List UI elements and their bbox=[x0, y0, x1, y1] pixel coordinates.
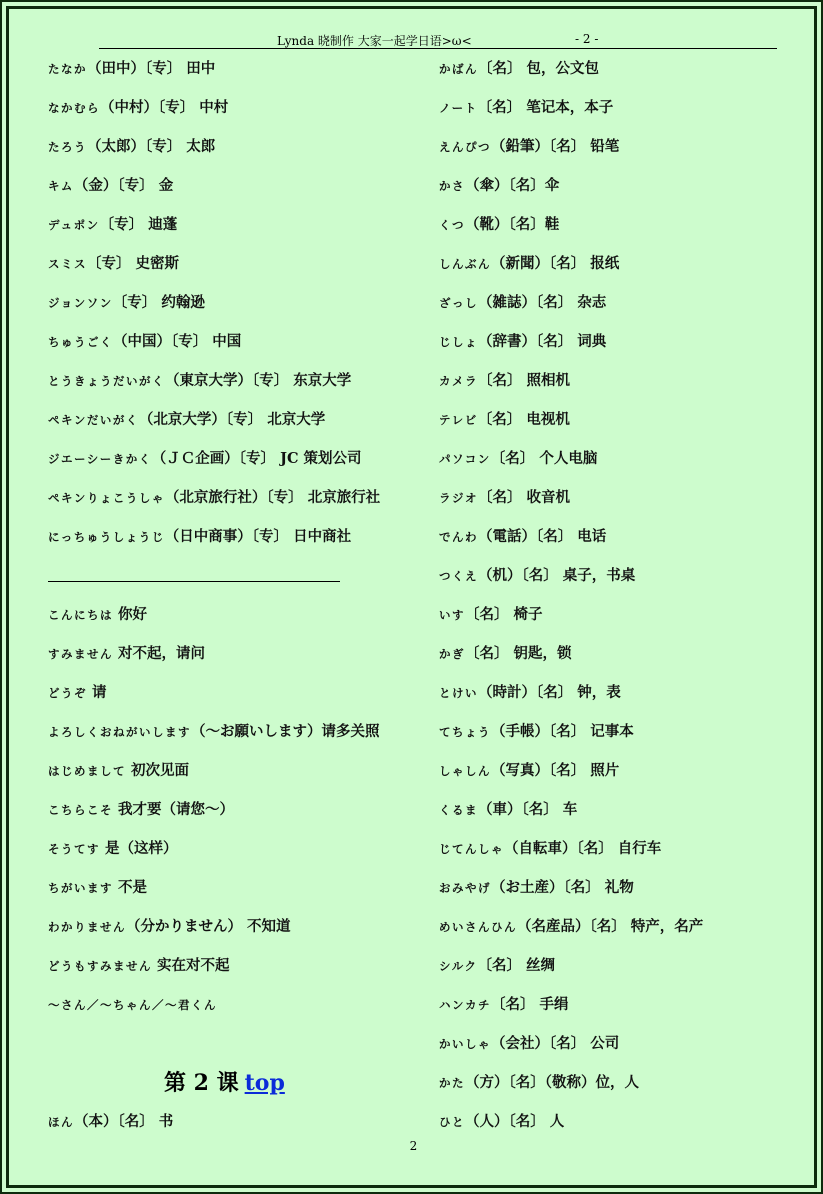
phrase-entry: よろしくおねがいします（～お願いします）请多关照 bbox=[48, 723, 380, 740]
vocab-entry: とけい（時計）〔名〕 钟，表 bbox=[439, 684, 621, 701]
phrase-entry: こちらこそ 我才要（请您～） bbox=[48, 801, 235, 818]
page-header bbox=[99, 32, 777, 49]
vocab-entry: いす〔名〕 椅子 bbox=[439, 606, 543, 623]
vocab-entry: カメラ〔名〕 照相机 bbox=[439, 372, 571, 389]
vocab-entry: かた（方）〔名〕（敬称）位，人 bbox=[439, 1074, 639, 1091]
phrase-entry: ちがいます 不是 bbox=[48, 879, 148, 896]
lesson-title: 第 2 课 bbox=[164, 1070, 239, 1096]
vocab-entry: ひと（人）〔名〕 人 bbox=[439, 1113, 565, 1130]
vocab-entry: シルク〔名〕 丝绸 bbox=[439, 957, 556, 974]
vocab-entry: じしょ（辞書）〔名〕 词典 bbox=[439, 333, 607, 350]
vocab-entry: スミス〔专〕 史密斯 bbox=[48, 255, 180, 272]
vocab-entry: くるま（車）〔名〕 车 bbox=[439, 801, 578, 818]
header-page-marker: - 2 - bbox=[575, 32, 599, 46]
header-title: Lynda 晓制作 大家一起学日语>ω< bbox=[277, 34, 472, 48]
phrase-entry: こんにちは 你好 bbox=[48, 606, 148, 623]
phrase-entry: はじめまして 初次见面 bbox=[48, 762, 190, 779]
vocab-entry: でんわ（電話）〔名〕 电话 bbox=[439, 528, 607, 545]
vocab-entry: かぎ〔名〕 钥匙，锁 bbox=[439, 645, 572, 662]
vocab-entry: キム（金）〔专〕 金 bbox=[48, 177, 174, 194]
vocab-entry: かばん〔名〕 包，公文包 bbox=[439, 60, 600, 77]
vocab-entry: ジョンソン〔专〕 约翰逊 bbox=[48, 294, 205, 311]
vocab-entry: テレビ〔名〕 电视机 bbox=[439, 411, 570, 428]
vocab-entry: ジエーシーきかく（ＪＣ企画）〔专〕 JC 策划公司 bbox=[48, 450, 362, 467]
vocab-entry: くつ（靴）〔名〕鞋 bbox=[439, 216, 560, 233]
vocab-entry: つくえ（机）〔名〕 桌子，书桌 bbox=[439, 567, 636, 584]
vocab-entry: パソコン〔名〕 个人电脑 bbox=[439, 450, 598, 467]
vocab-entry: ラジオ〔名〕 收音机 bbox=[439, 489, 571, 506]
vocab-entry: なかむら（中村）〔专〕 中村 bbox=[48, 99, 229, 116]
vocab-entry: ペキンだいがく（北京大学）〔专〕 北京大学 bbox=[48, 411, 326, 428]
top-link[interactable]: top bbox=[244, 1070, 285, 1096]
page-number: 2 bbox=[409, 1139, 418, 1153]
section-divider bbox=[48, 581, 340, 582]
phrase-entry: すみません 对不起，请问 bbox=[48, 645, 206, 662]
vocab-entry: デュポン〔专〕 迪蓬 bbox=[48, 216, 178, 233]
vocab-entry: ノート〔名〕 笔记本，本子 bbox=[439, 99, 614, 116]
vocab-entry: めいさんひん（名産品）〔名〕 特产，名产 bbox=[439, 918, 704, 935]
vocab-entry: ペキンりょこうしゃ（北京旅行社）〔专〕 北京旅行社 bbox=[48, 489, 381, 506]
vocab-entry: たなか（田中）〔专〕 田中 bbox=[48, 60, 216, 77]
phrase-entry: どうぞ 请 bbox=[48, 684, 107, 701]
phrase-entry: ～さん／～ちゃん／～君くん bbox=[48, 998, 217, 1012]
vocab-entry: てちょう（手帳）〔名〕 记事本 bbox=[439, 723, 634, 740]
vocab-entry: ざっし（雑誌）〔名〕 杂志 bbox=[439, 294, 607, 311]
vocab-entry: じてんしゃ（自転車）〔名〕 自行车 bbox=[439, 840, 662, 857]
vocab-entry: おみやげ（お土産）〔名〕 礼物 bbox=[439, 879, 634, 896]
vocab-entry: かいしゃ（会社）〔名〕 公司 bbox=[439, 1035, 620, 1052]
vocab-entry: ほん（本）〔名〕 书 bbox=[48, 1113, 174, 1130]
vocab-entry: たろう（太郎）〔专〕 太郎 bbox=[48, 138, 216, 155]
phrase-entry: わかりません（分かりません） 不知道 bbox=[48, 918, 291, 935]
vocab-entry: しんぶん（新聞）〔名〕 报纸 bbox=[439, 255, 620, 272]
vocab-entry: とうきょうだいがく（東京大学）〔专〕 东京大学 bbox=[48, 372, 352, 389]
vocab-entry: ハンカチ〔名〕 手绢 bbox=[439, 996, 569, 1013]
vocab-entry: えんぴつ（鉛筆）〔名〕 铅笔 bbox=[439, 138, 620, 155]
vocab-entry: かさ（傘）〔名〕伞 bbox=[439, 177, 560, 194]
vocab-entry: にっちゅうしょうじ（日中商事）〔专〕 日中商社 bbox=[48, 528, 352, 545]
lesson-heading bbox=[164, 1066, 285, 1097]
phrase-entry: そうてす 是（这样） bbox=[48, 840, 178, 857]
vocab-entry: しゃしん（写真）〔名〕 照片 bbox=[439, 762, 620, 779]
vocab-entry: ちゅうごく（中国）〔专〕 中国 bbox=[48, 333, 242, 350]
phrase-entry: どうもすみません 实在对不起 bbox=[48, 957, 230, 974]
